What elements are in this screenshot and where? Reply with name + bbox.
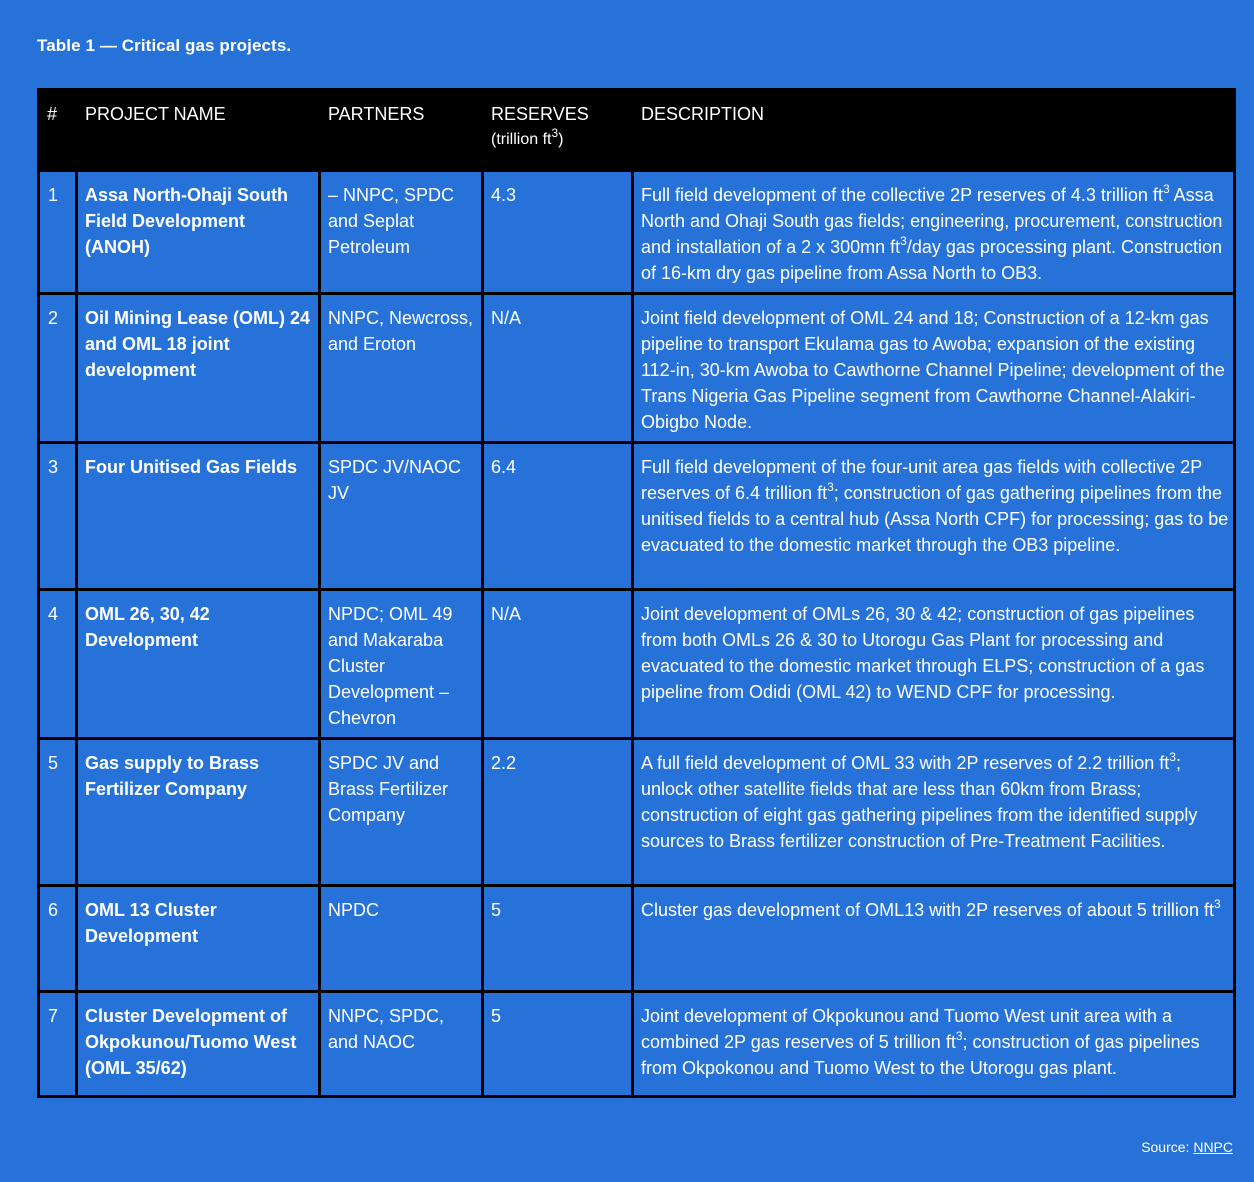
table-row — [39, 739, 1235, 886]
row-number: 3 — [39, 443, 77, 590]
row-number: 1 — [39, 171, 77, 294]
description: Full field development of the collective 2P reserves of 4.3 trillion $ft^3$ Assa North and Ohaji South gas fields; engineering, procurement, construction and installation of a 2 x 300mn $ft^3$/day gas processing plant. Construction of 16-km dry gas pipeline from Assa North to OB3. — [633, 171, 1235, 294]
row-number: 7 — [39, 992, 77, 1097]
project-name: Cluster Development of Okpokunou/Tuomo West (OML 35/62) — [77, 992, 320, 1097]
header-description: DESCRIPTION — [633, 90, 1235, 171]
reserves: 2.2 — [483, 739, 633, 886]
row-number: 2 — [39, 294, 77, 443]
table-caption: Table 1 — Critical gas projects. — [37, 36, 292, 55]
project-name: OML 26, 30, 42 Development — [77, 590, 320, 739]
gas-projects-table — [37, 88, 1236, 1098]
header-reserves: RESERVES (trillion $ft^3$) — [483, 90, 633, 171]
project-name: OML 13 Cluster Development — [77, 886, 320, 992]
header-project-name: PROJECT NAME — [77, 90, 320, 171]
partners: NPDC — [320, 886, 483, 992]
description: Cluster gas development of OML13 with 2P reserves of about 5 trillion $ft^3$ — [633, 886, 1235, 992]
project-name: Four Unitised Gas Fields — [77, 443, 320, 590]
table-row — [39, 443, 1235, 590]
reserves: 5 — [483, 886, 633, 992]
table-row — [39, 590, 1235, 739]
description: Joint development of OMLs 26, 30 & 42; construction of gas pipelines from both OMLs 26 & 30 to Utorogu Gas Plant for processing and evacuated to the domestic market through ELPS; construction of a gas pipeline from Odidi (OML 42) to WEND CPF for processing. — [633, 590, 1235, 739]
reserves: 5 — [483, 992, 633, 1097]
source-link[interactable]: NNPC — [1193, 1139, 1233, 1155]
description: Joint field development of OML 24 and 18; Construction of a 12-km gas pipeline to transport Ekulama gas to Awoba; expansion of the existing 112-in, 30-km Awoba to Cawthorne Channel Pipeline; development of the Trans Nigeria Gas Pipeline segment from Cawthorne Channel-Alakiri-Obigbo Node. — [633, 294, 1235, 443]
project-name: Assa North-Ohaji South Field Development (ANOH) — [77, 171, 320, 294]
table-row — [39, 294, 1235, 443]
table-row — [39, 886, 1235, 992]
project-name: Gas supply to Brass Fertilizer Company — [77, 739, 320, 886]
partners: NNPC, SPDC, and NAOC — [320, 992, 483, 1097]
row-number: 4 — [39, 590, 77, 739]
table-header-row — [39, 90, 1235, 171]
partners: NNPC, Newcross, and Eroton — [320, 294, 483, 443]
reserves: N/A — [483, 294, 633, 443]
row-number: 5 — [39, 739, 77, 886]
description: Full field development of the four-unit area gas fields with collective 2P reserves of 6.4 trillion $ft^3$; construction of gas gathering pipelines from the unitised fields to a central hub (Assa North CPF) for processing; gas to be evacuated to the domestic market through the OB3 pipeline. — [633, 443, 1235, 590]
table-row — [39, 171, 1235, 294]
row-number: 6 — [39, 886, 77, 992]
project-name: Oil Mining Lease (OML) 24 and OML 18 joint development — [77, 294, 320, 443]
description: A full field development of OML 33 with 2P reserves of 2.2 trillion $ft^3$; unlock other satellite fields that are less than 60km from Brass; construction of eight gas gathering pipelines from the identified supply sources to Brass fertilizer construction of Pre-Treatment Facilities. — [633, 739, 1235, 886]
source-note — [1141, 1139, 1233, 1155]
partners: – NNPC, SPDC and Seplat Petroleum — [320, 171, 483, 294]
header-num: # — [39, 90, 77, 171]
table-row — [39, 992, 1235, 1097]
reserves-unit: (trillion $ft^3$) — [491, 125, 564, 148]
partners: SPDC JV and Brass Fertilizer Company — [320, 739, 483, 886]
partners: SPDC JV/NAOC JV — [320, 443, 483, 590]
partners: NPDC; OML 49 and Makaraba Cluster Development – Chevron — [320, 590, 483, 739]
description: Joint development of Okpokunou and Tuomo West unit area with a combined 2P gas reserves of 5 trillion $ft^3$; construction of gas pipelines from Okpokonou and Tuomo West to the Utorogu gas plant. — [633, 992, 1235, 1097]
reserves: 6.4 — [483, 443, 633, 590]
source-label: Source: — [1141, 1139, 1194, 1155]
reserves: 4.3 — [483, 171, 633, 294]
header-partners: PARTNERS — [320, 90, 483, 171]
reserves: N/A — [483, 590, 633, 739]
